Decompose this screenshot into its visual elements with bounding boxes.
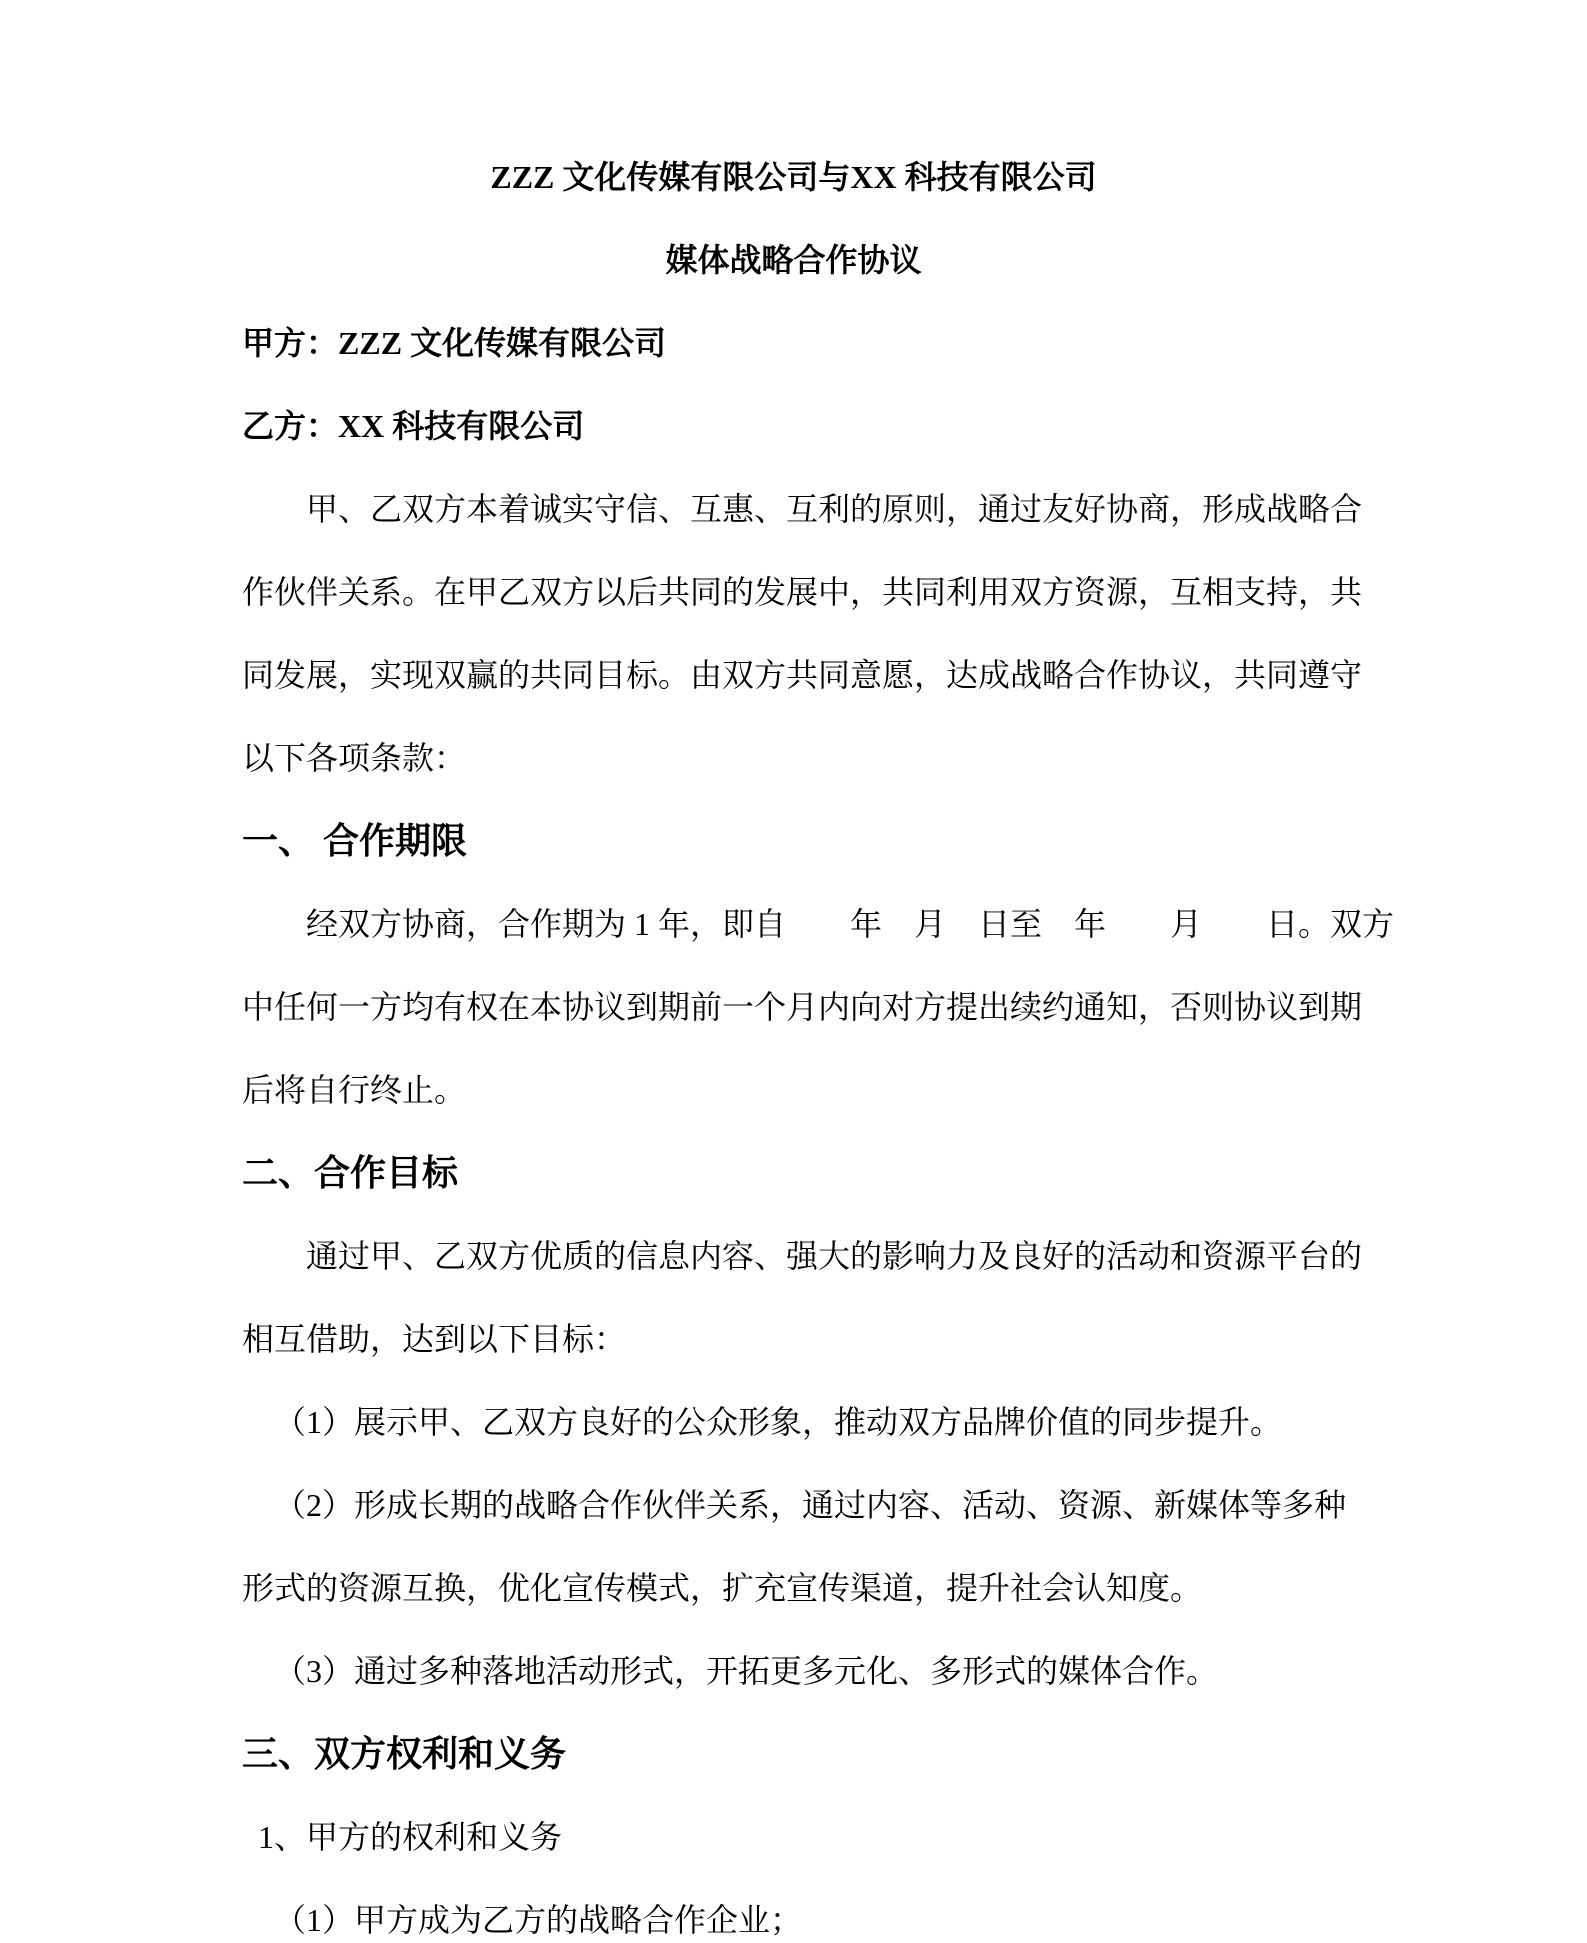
section-2-heading: 二、合作目标 bbox=[242, 1153, 459, 1193]
section-2-item-2-line-2: 形式的资源互换，优化宣传模式，扩充宣传渠道，提升社会认知度。 bbox=[242, 1570, 1203, 1606]
section-2-item-2-line-1: （2）形成长期的战略合作伙伴关系，通过内容、活动、资源、新媒体等多种 bbox=[274, 1487, 1347, 1523]
party-b-line: 乙方：XX 科技有限公司 bbox=[242, 408, 585, 444]
preamble-line-2: 作伙伴关系。在甲乙双方以后共同的发展中，共同利用双方资源，互相支持，共 bbox=[242, 574, 1363, 610]
section-1-heading: 一、 合作期限 bbox=[242, 821, 468, 861]
party-a-line: 甲方：ZZZ 文化传媒有限公司 bbox=[242, 325, 667, 361]
document-title: ZZZ 文化传媒有限公司与XX 科技有限公司 bbox=[490, 159, 1097, 195]
section-1-line-1: 经双方协商，合作期为 1 年，即自 年 月 日至 年 月 日。双方 bbox=[306, 906, 1395, 942]
section-3-sub-heading: 1、甲方的权利和义务 bbox=[258, 1819, 563, 1855]
preamble-line-1: 甲、乙双方本着诚实守信、互惠、互利的原则，通过友好协商，形成战略合 bbox=[306, 491, 1363, 527]
preamble-line-4: 以下各项条款： bbox=[242, 740, 467, 776]
section-2-line-1: 通过甲、乙双方优质的信息内容、强大的影响力及良好的活动和资源平台的 bbox=[306, 1238, 1363, 1274]
section-2-item-3: （3）通过多种落地活动形式，开拓更多元化、多形式的媒体合作。 bbox=[274, 1653, 1219, 1689]
preamble-line-3: 同发展，实现双赢的共同目标。由双方共同意愿，达成战略合作协议，共同遵守 bbox=[242, 657, 1363, 693]
section-2-item-1: （1）展示甲、乙双方良好的公众形象，推动双方品牌价值的同步提升。 bbox=[274, 1404, 1283, 1440]
section-2-line-2: 相互借助，达到以下目标： bbox=[242, 1321, 627, 1357]
section-1-line-2: 中任何一方均有权在本协议到期前一个月内向对方提出续约通知，否则协议到期 bbox=[242, 989, 1363, 1025]
section-3-item-1: （1）甲方成为乙方的战略合作企业； bbox=[274, 1902, 803, 1938]
section-1-line-3: 后将自行终止。 bbox=[242, 1072, 467, 1108]
document-subtitle: 媒体战略合作协议 bbox=[665, 242, 922, 278]
section-3-heading: 三、双方权利和义务 bbox=[242, 1734, 567, 1774]
